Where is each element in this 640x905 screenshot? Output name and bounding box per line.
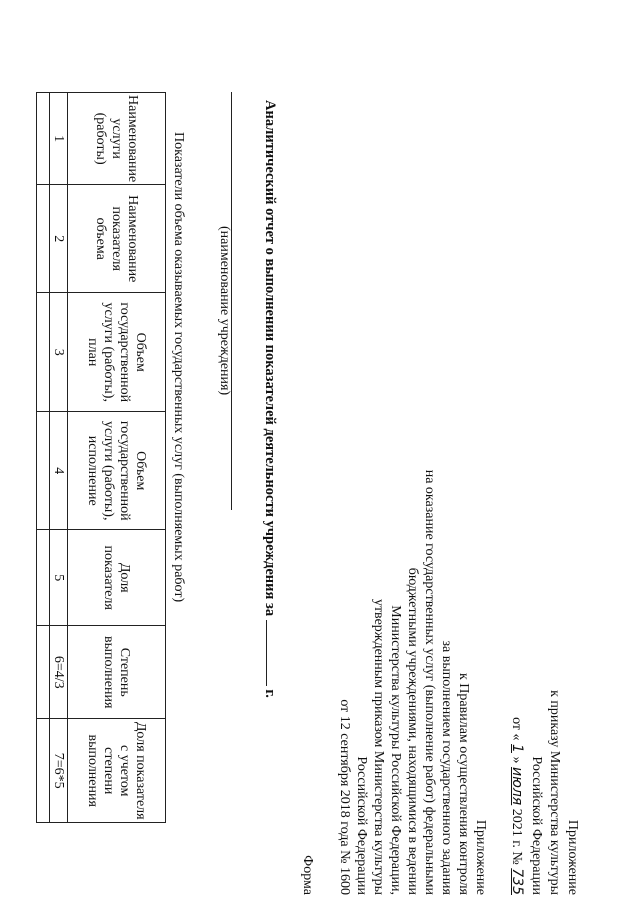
number-cell: 7=6*5 — [50, 719, 68, 823]
header-cell: Объем государственной услуги (работы), план — [68, 293, 166, 412]
number-cell: 6=4/3 — [50, 626, 68, 719]
year-blank-line — [266, 620, 280, 686]
empty-cell — [37, 530, 50, 626]
appendix-rules-line: от 12 сентября 2018 года № 1600 — [337, 699, 352, 895]
empty-cell — [37, 293, 50, 412]
appendix-rules-line: Российской Федерации — [354, 756, 369, 895]
report-title — [261, 100, 280, 698]
empty-cell — [37, 719, 50, 823]
number-cell: 5 — [50, 530, 68, 626]
appendix-order-line-2: к приказу Министерства культуры — [547, 690, 562, 895]
appendix-rules-line: за выполнением государственного задания — [439, 640, 454, 895]
header-cell: Доля показателя — [68, 530, 166, 626]
form-label: Форма — [300, 855, 315, 895]
year-suffix: г. — [262, 689, 278, 698]
appendix-rules-line: к Правилам осуществления контроля — [456, 672, 471, 895]
section-caption: Показатели объема оказываемых государственных услуг (выполняемых работ) — [171, 132, 186, 603]
number-cell: 1 — [50, 93, 68, 185]
date-day: 1 — [509, 744, 525, 753]
header-cell: Доля показателя с учетом степени выполнения — [68, 719, 166, 823]
volume-indicators-table — [36, 92, 166, 823]
appendix-rules-line: Министерства культуры Российской Федерации, — [388, 605, 403, 895]
number-cell: 3 — [50, 293, 68, 412]
appendix-rules-line: на оказание государственных услуг (выполнение работ) федеральными — [422, 469, 437, 895]
appendix-order-line-3: Российской Федерации — [529, 756, 544, 895]
header-cell: Наименование услуги (работы) — [68, 93, 166, 185]
appendix-order-date-line — [508, 717, 525, 895]
empty-cell — [37, 93, 50, 185]
date-mid: » — [509, 756, 524, 764]
appendix-rules-line: утвержденным приказом Министерства культуры — [371, 598, 386, 895]
table-header-row — [68, 93, 166, 823]
date-prefix: от « — [509, 717, 524, 741]
number-cell: 4 — [50, 412, 68, 530]
table-empty-row — [37, 93, 50, 823]
table-number-row — [50, 93, 68, 823]
report-title-text: Аналитический отчет о выполнении показателей деятельности учреждения за — [262, 100, 278, 617]
empty-cell — [37, 626, 50, 719]
institution-caption: (наименование учреждения) — [217, 226, 232, 396]
appendix-rules-line: бюджетными учреждениями, находящимися в ведении — [405, 567, 420, 895]
order-number: 735 — [509, 868, 525, 895]
date-month: июля — [509, 766, 525, 806]
empty-cell — [37, 185, 50, 293]
date-year: 2021 г. № — [509, 808, 524, 865]
header-cell: Наименование показателя объема — [68, 185, 166, 293]
header-cell: Объем государственной услуги (работы), исполнение — [68, 412, 166, 530]
number-cell: 2 — [50, 185, 68, 293]
empty-cell — [37, 412, 50, 530]
appendix-order-line-1: Приложение — [565, 819, 580, 895]
appendix-rules-line: Приложение — [473, 819, 488, 895]
header-cell: Степень выполнения — [68, 626, 166, 719]
